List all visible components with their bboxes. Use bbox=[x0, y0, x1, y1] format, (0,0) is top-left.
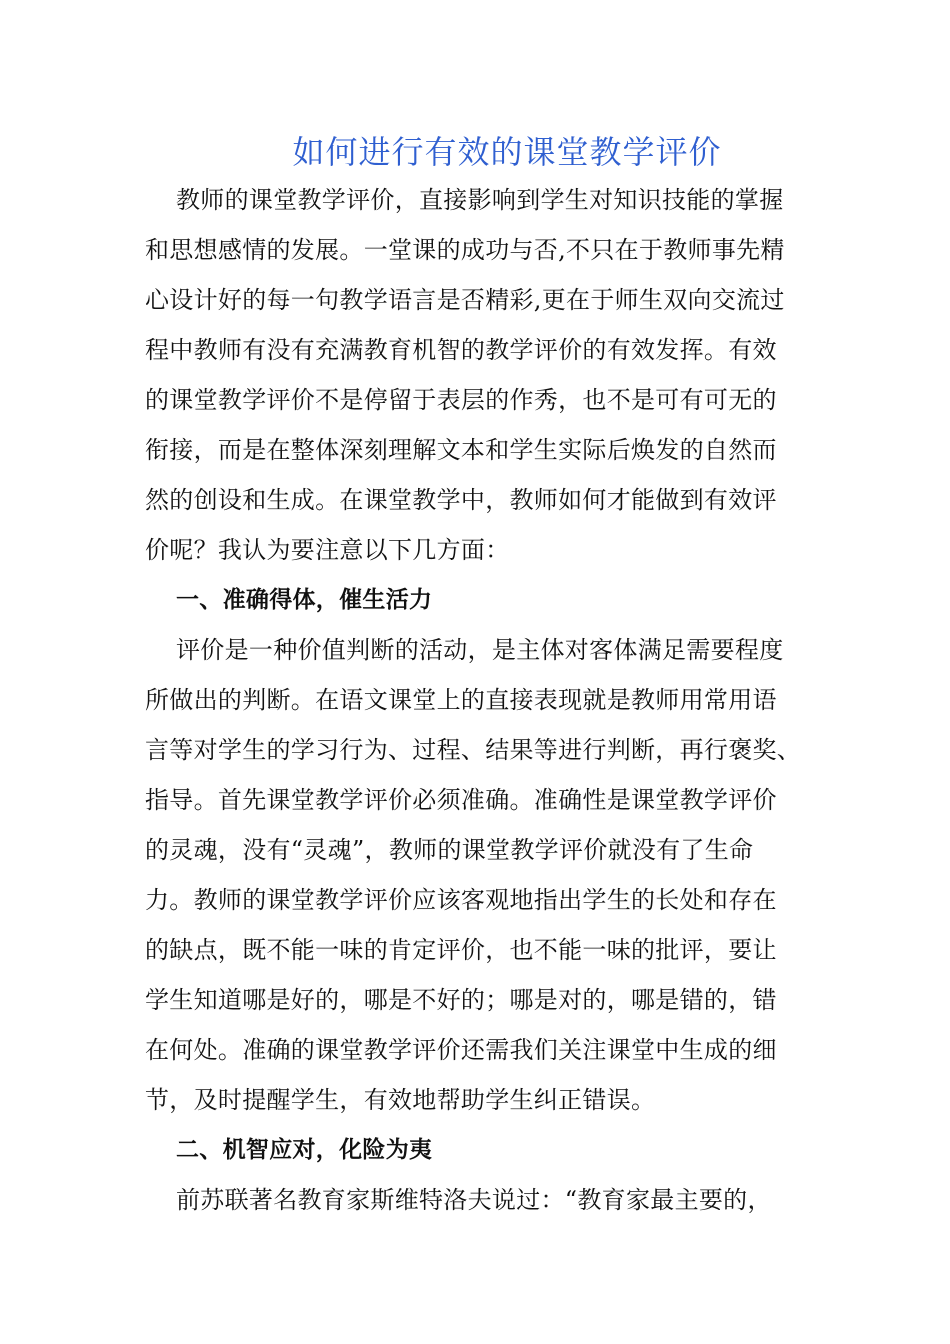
paragraph-2-line-4: 指导。首先课堂教学评价必须准确。准确性是课堂教学评价 bbox=[145, 786, 777, 814]
paragraph-2-line-1: 评价是一种价值判断的活动，是主体对客体满足需要程度 bbox=[176, 636, 784, 664]
section-heading-1: 一、准确得体，催生活力 bbox=[176, 587, 433, 613]
paragraph-1-line-4: 程中教师有没有充满教育机智的教学评价的有效发挥。有效 bbox=[145, 336, 777, 364]
paragraph-2-line-5: 的灵魂，没有“灵魂”，教师的课堂教学评价就没有了生命 bbox=[145, 836, 754, 864]
paragraph-1-line-5: 的课堂教学评价不是停留于表层的作秀，也不是可有可无的 bbox=[145, 386, 777, 414]
paragraph-2-line-10: 节，及时提醒学生，有效地帮助学生纠正错误。 bbox=[145, 1086, 656, 1114]
paragraph-2-line-6: 力。教师的课堂教学评价应该客观地指出学生的长处和存在 bbox=[145, 886, 777, 914]
paragraph-1-line-1: 教师的课堂教学评价，直接影响到学生对知识技能的掌握 bbox=[176, 186, 784, 214]
paragraph-1-line-3: 心设计好的每一句教学语言是否精彩,更在于师生双向交流过 bbox=[145, 286, 785, 314]
paragraph-2-line-3: 言等对学生的学习行为、过程、结果等进行判断，再行褒奖、 bbox=[145, 736, 802, 764]
paragraph-2-line-2: 所做出的判断。在语文课堂上的直接表现就是教师用常用语 bbox=[145, 686, 777, 714]
document-title: 如何进行有效的课堂教学评价 bbox=[292, 133, 722, 171]
paragraph-3-line-1: 前苏联著名教育家斯维特洛夫说过：“教育家最主要的， bbox=[176, 1186, 772, 1214]
paragraph-2-line-7: 的缺点，既不能一味的肯定评价，也不能一味的批评，要让 bbox=[145, 936, 777, 964]
paragraph-1-line-7: 然的创设和生成。在课堂教学中，教师如何才能做到有效评 bbox=[145, 486, 777, 514]
section-heading-2: 二、机智应对，化险为夷 bbox=[176, 1137, 433, 1163]
paragraph-2-line-9: 在何处。准确的课堂教学评价还需我们关注课堂中生成的细 bbox=[145, 1036, 777, 1064]
paragraph-1-line-6: 衔接，而是在整体深刻理解文本和学生实际后焕发的自然而 bbox=[145, 436, 777, 464]
paragraph-2-line-8: 学生知道哪是好的，哪是不好的；哪是对的，哪是错的，错 bbox=[145, 986, 777, 1014]
paragraph-1-line-2: 和思想感情的发展。一堂课的成功与否,不只在于教师事先精 bbox=[145, 236, 785, 264]
paragraph-1-line-8: 价呢？我认为要注意以下几方面： bbox=[145, 536, 510, 564]
